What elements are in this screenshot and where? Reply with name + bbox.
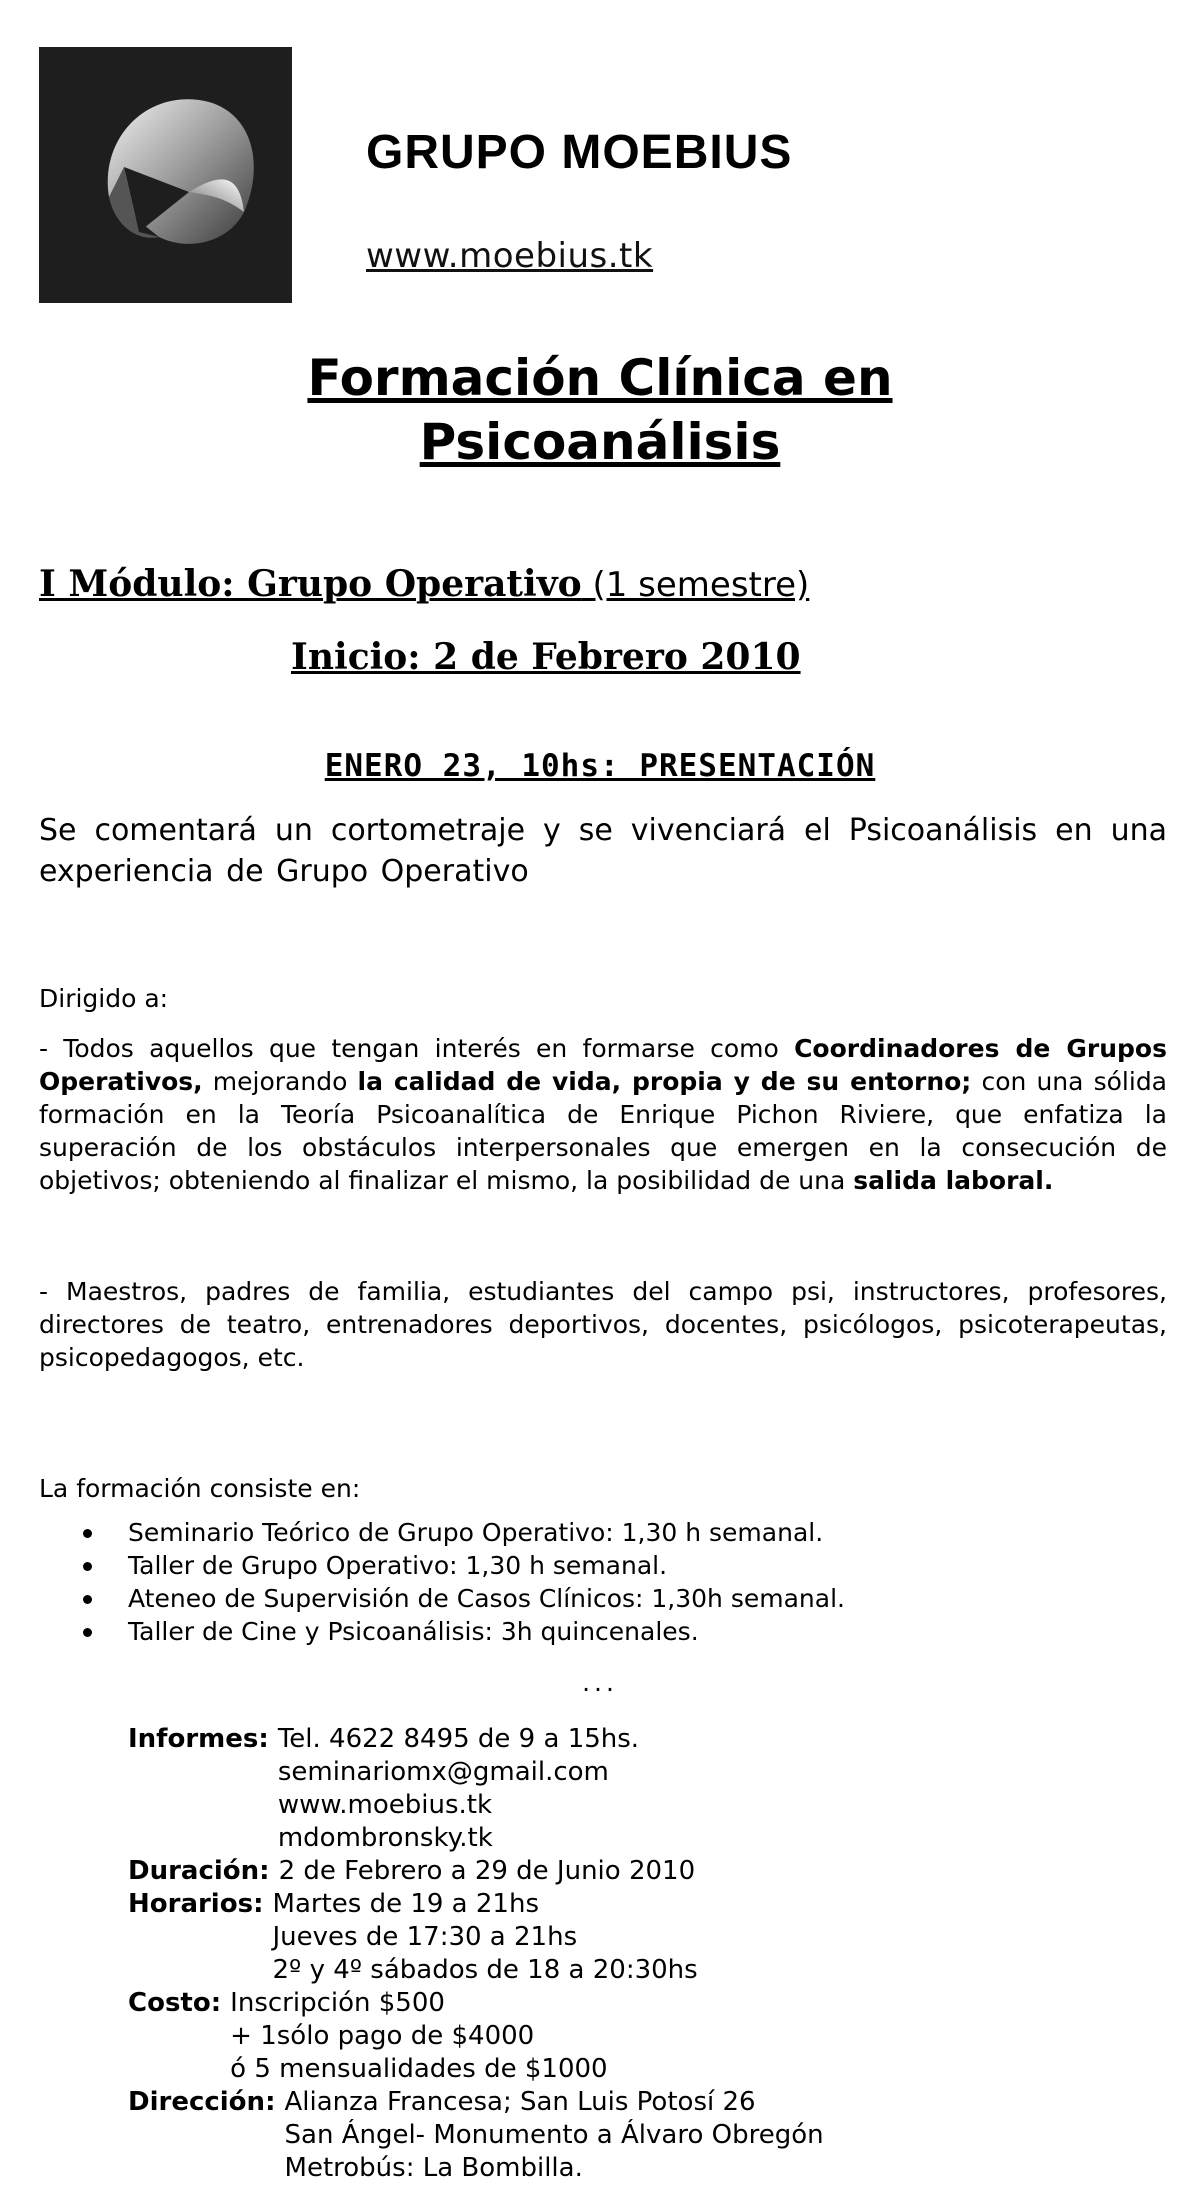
informes-website: www.moebius.tk bbox=[277, 1790, 493, 1820]
title-line-2: Psicoanálisis bbox=[419, 413, 781, 471]
audience-paragraph-2: - Maestros, padres de familia, estudiantes del campo psi, instructores, profesores, directores de teatro, entrenadores deportivos, docentes, psicólogos, psicoterapeutas, psicopedagogos, etc. bbox=[39, 1277, 1167, 1372]
informes-label-text: Informes bbox=[128, 1724, 259, 1754]
page-title bbox=[0, 346, 1200, 474]
costo-label-text: Costo bbox=[128, 1988, 211, 2018]
audience-emphasis: salida laboral. bbox=[853, 1166, 1054, 1195]
direccion-row bbox=[128, 2086, 1178, 2185]
audience-text: - Todos aquellos que tengan interés en formarse como bbox=[39, 1034, 795, 1063]
title-line-1: Formación Clínica en bbox=[307, 349, 893, 407]
list-item: Taller de Cine y Psicoanálisis: 3h quincenales. bbox=[78, 1615, 845, 1648]
direccion-item: San Ángel- Monumento a Álvaro Obregón bbox=[284, 2120, 824, 2150]
costo-label: Costo: bbox=[128, 1988, 231, 2018]
audience-paragraph-1 bbox=[39, 1032, 1167, 1197]
costo-item: + 1sólo pago de $4000 bbox=[230, 2021, 535, 2051]
section-separator: ... bbox=[582, 1668, 618, 1697]
horarios-label: Horarios: bbox=[128, 1889, 273, 1919]
brand-url: www.moebius.tk bbox=[366, 236, 654, 276]
moebius-strip-icon bbox=[39, 47, 292, 303]
direccion-label-text: Dirección bbox=[128, 2087, 266, 2117]
audience-text: mejorando bbox=[202, 1067, 358, 1096]
info-block bbox=[128, 1723, 1178, 2185]
horario-item: Jueves de 17:30 a 21hs bbox=[272, 1922, 578, 1952]
training-label: La formación consiste en: bbox=[39, 1474, 361, 1503]
audience-label: Dirigido a: bbox=[39, 984, 169, 1013]
list-item: Ateneo de Supervisión de Casos Clínicos: 1,30h semanal. bbox=[78, 1582, 845, 1615]
informes-phone: Tel. 4622 8495 de 9 a 15hs. bbox=[277, 1724, 640, 1754]
list-item: Taller de Grupo Operativo: 1,30 h semanal. bbox=[78, 1549, 845, 1582]
training-list bbox=[78, 1516, 845, 1648]
moebius-logo bbox=[39, 47, 292, 303]
duracion-value: 2 de Febrero a 29 de Junio 2010 bbox=[278, 1856, 696, 1886]
module-heading bbox=[39, 563, 1179, 605]
start-date: Inicio: 2 de Febrero 2010 bbox=[291, 636, 801, 678]
duracion-row bbox=[128, 1855, 1178, 1888]
costo-item: Inscripción $500 bbox=[230, 1988, 445, 2018]
direccion-item: Metrobús: La Bombilla. bbox=[284, 2153, 583, 2183]
informes-website-2: mdombronsky.tk bbox=[277, 1823, 493, 1853]
audience-text: con una sólida formación en la Teoría Psicoanalítica de Enrique Pichon Riviere, que enfatiza la superación de los obstáculos interpersonales que emergen en la consecución de objetivos; obteniendo al finalizar el mismo, la posibilidad de una bbox=[39, 1067, 1168, 1195]
audience-emphasis: la calidad de vida, propia y de su entorno; bbox=[357, 1067, 972, 1096]
audience-emphasis: Coordinadores de Grupos Operativos, bbox=[39, 1034, 1167, 1096]
presentation-description: Se comentará un cortometraje y se vivenciará el Psicoanálisis en una experiencia de Grupo Operativo bbox=[39, 813, 1167, 889]
direccion-label: Dirección: bbox=[128, 2087, 285, 2117]
list-item: Seminario Teórico de Grupo Operativo: 1,30 h semanal. bbox=[78, 1516, 845, 1549]
informes-label: Informes: bbox=[128, 1724, 278, 1754]
costo-row bbox=[128, 1987, 1178, 2086]
presentation-heading: ENERO 23, 10hs: PRESENTACIÓN bbox=[324, 748, 876, 784]
direccion-item: Alianza Francesa; San Luis Potosí 26 bbox=[284, 2087, 756, 2117]
duracion-label-text: Duración bbox=[128, 1856, 260, 1886]
duracion-label: Duración: bbox=[128, 1856, 279, 1886]
informes-email: seminariomx@gmail.com bbox=[277, 1757, 609, 1787]
horarios-label-text: Horarios bbox=[128, 1889, 254, 1919]
horarios-row bbox=[128, 1888, 1178, 1987]
informes-row bbox=[128, 1723, 1178, 1855]
costo-item: ó 5 mensualidades de $1000 bbox=[230, 2054, 608, 2084]
brand-name: GRUPO MOEBIUS bbox=[366, 126, 793, 179]
module-duration: (1 semestre) bbox=[581, 565, 810, 605]
module-label: I Módulo: Grupo Operativo bbox=[39, 563, 582, 605]
horario-item: Martes de 19 a 21hs bbox=[272, 1889, 539, 1919]
horario-item: 2º y 4º sábados de 18 a 20:30hs bbox=[272, 1955, 698, 1985]
